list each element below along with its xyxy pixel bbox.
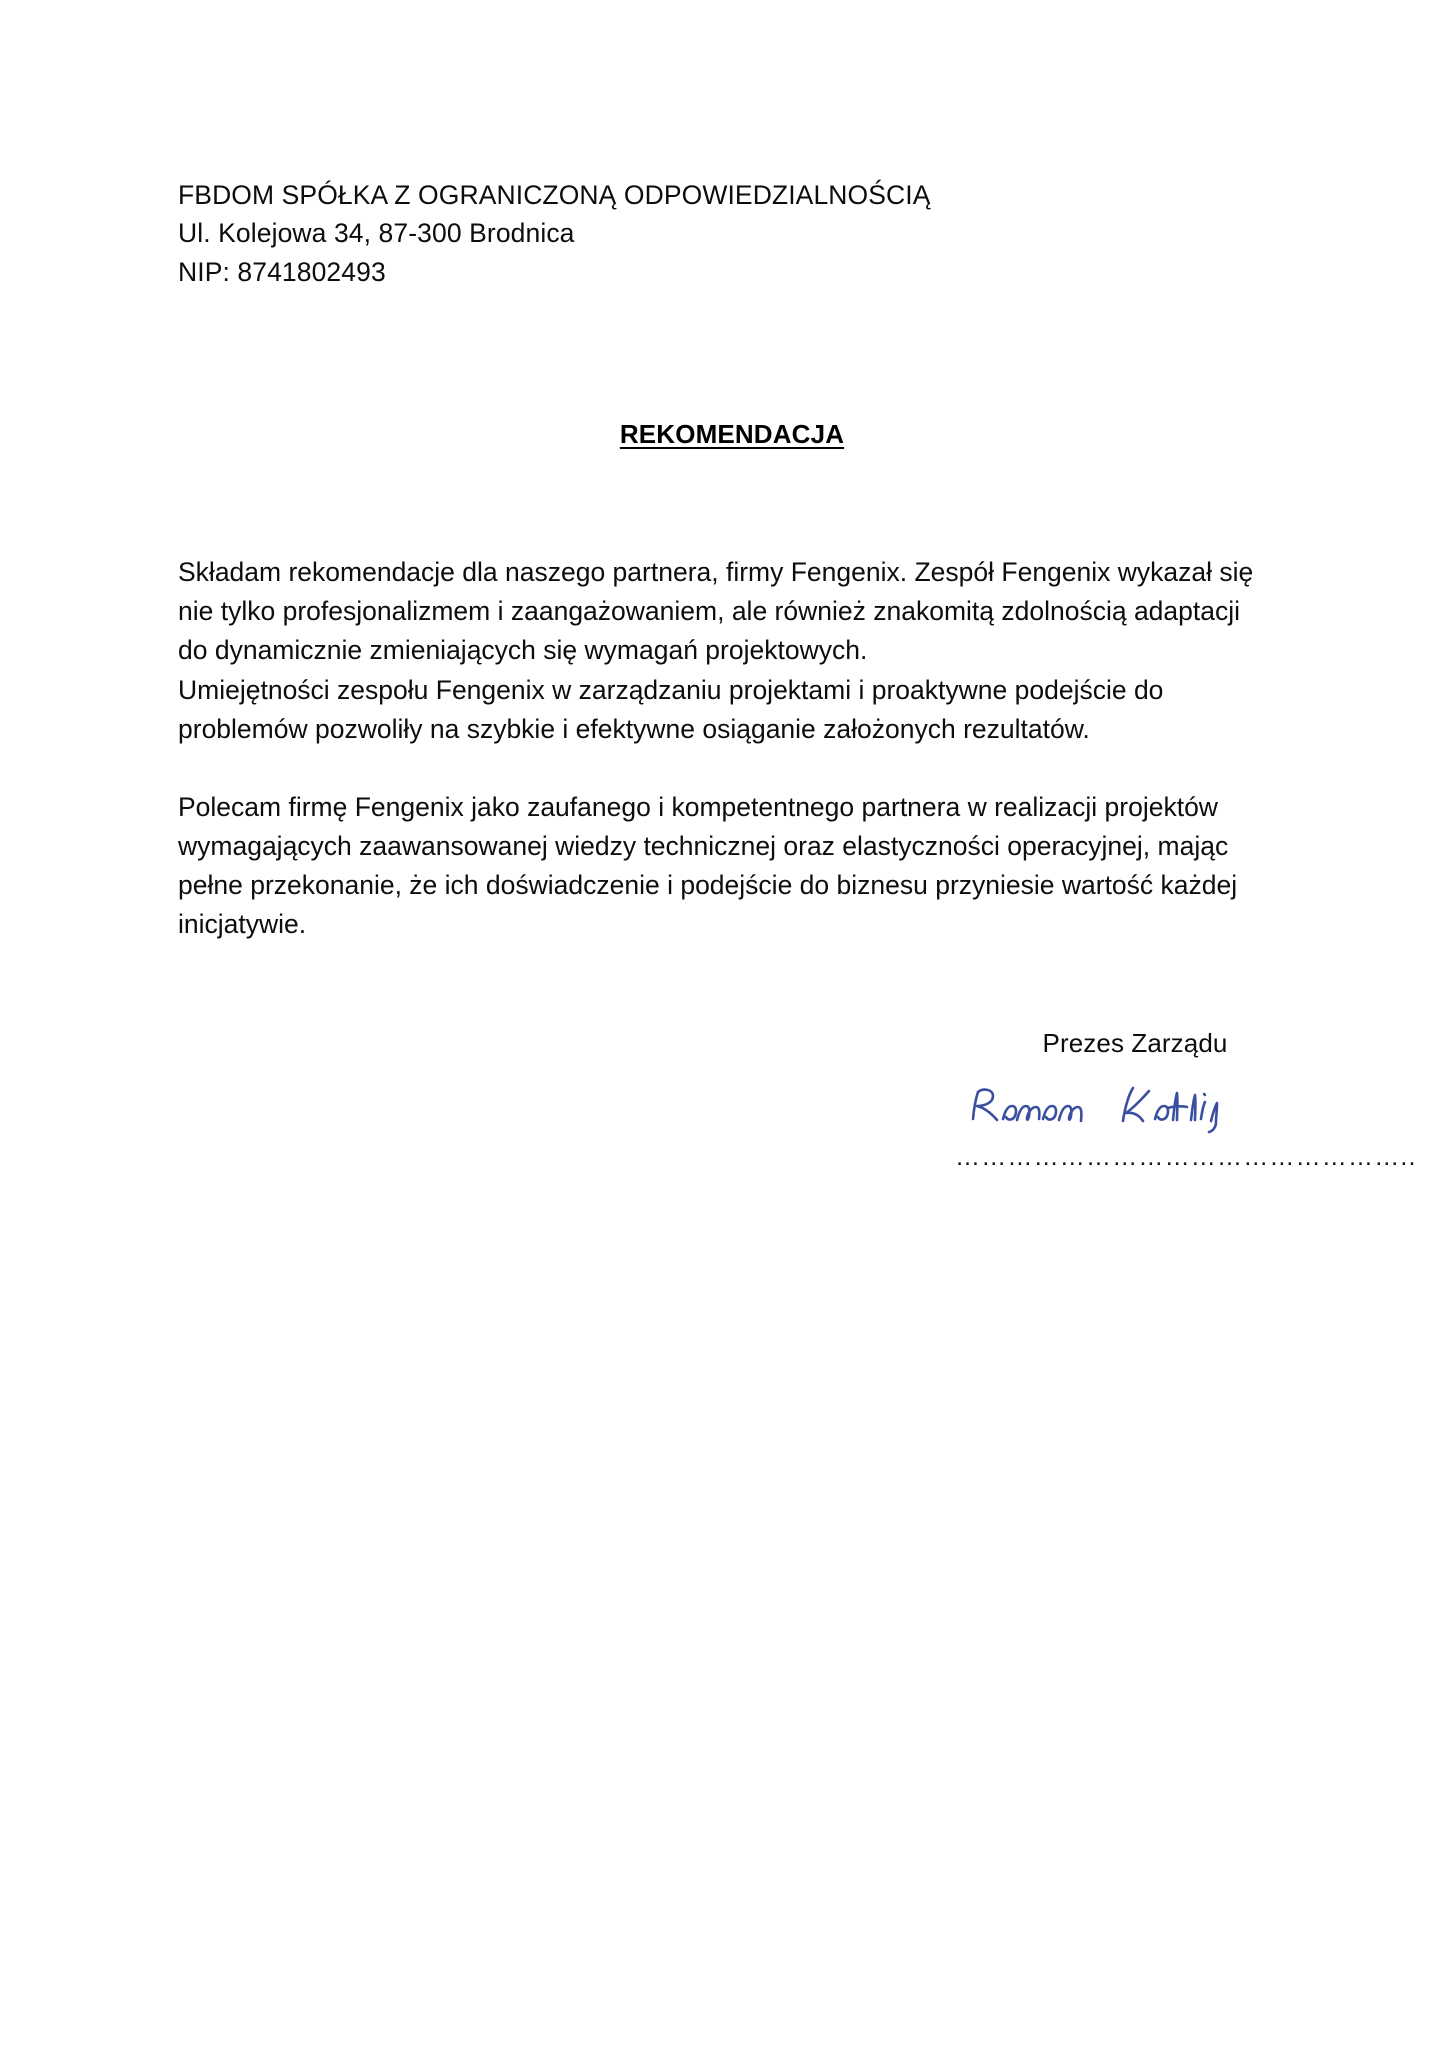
letterhead — [178, 176, 1268, 291]
letter-body — [178, 553, 1268, 944]
paragraph-line: do dynamicznie zmieniających się wymagań projektowych. — [178, 635, 868, 666]
company-tax-id: NIP: 8741802493 — [178, 256, 386, 287]
paragraph-2 — [178, 788, 1268, 944]
document-content — [178, 176, 1268, 944]
paragraph-line: Umiejętności zespołu Fengenix w zarządzaniu projektami i proaktywne podejście do — [178, 674, 1164, 705]
paragraph-line: wymagających zaawansowanej wiedzy technicznej oraz elastyczności operacyjnej, mając — [178, 830, 1229, 861]
signature-block — [955, 1028, 1417, 1172]
paragraph-line: nie tylko profesjonalizmem i zaangażowaniem, ale również znakomitą zdolnością adaptacji — [178, 596, 1241, 627]
signatory-role: Prezes Zarządu — [1042, 1028, 1228, 1058]
page-title: REKOMENDACJA — [619, 419, 845, 450]
title-container — [178, 419, 1268, 450]
paragraph-line: inicjatywie. — [178, 908, 307, 939]
paragraph-line: Polecam firmę Fengenix jako zaufanego i kompetentnego partnera w realizacji projektów — [178, 791, 1218, 822]
paragraph-line: Składam rekomendacje dla naszego partnera, firmy Fengenix. Zespół Fengenix wykazał się — [178, 557, 1254, 588]
paragraph-1 — [178, 553, 1268, 748]
company-address: Ul. Kolejowa 34, 87-300 Brodnica — [178, 218, 575, 249]
signature-dotted-line: …………………………………………….. — [955, 1143, 1417, 1171]
paragraph-spacer — [178, 749, 1268, 788]
handwritten-signature — [955, 1059, 1315, 1143]
company-name: FBDOM SPÓŁKA Z OGRANICZONĄ ODPOWIEDZIALNOŚCIĄ — [178, 180, 931, 210]
signature-ink-icon — [963, 1075, 1303, 1145]
paragraph-line: pełne przekonanie, że ich doświadczenie i podejście do biznesu przyniesie wartość każdej — [178, 869, 1238, 900]
paragraph-line: problemów pozwoliły na szybkie i efektywne osiąganie założonych rezultatów. — [178, 713, 1090, 744]
